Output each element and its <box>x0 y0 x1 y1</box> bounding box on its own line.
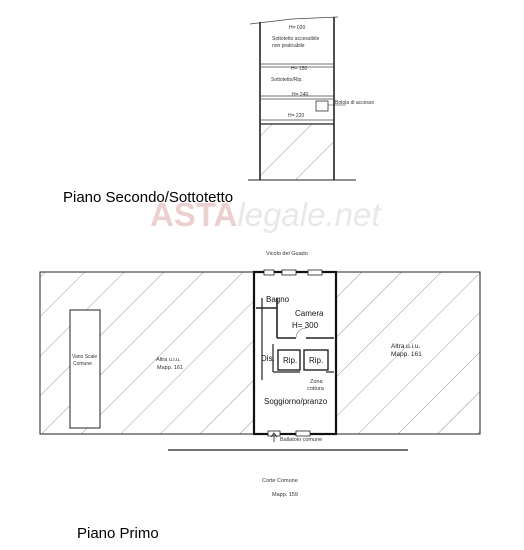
h020-label: H= 020 <box>289 25 306 31</box>
bagno-label: Bagno <box>266 295 290 304</box>
ballatoio-label: Ballatoio comune <box>280 437 323 443</box>
botola-label: Botola di accesso <box>335 100 375 106</box>
rip2-label: Rip. <box>309 356 324 365</box>
h240-label: H= 240 <box>292 92 309 98</box>
soggiorno-label: Soggiorno/pranzo <box>264 397 328 406</box>
mapp159-label: Mapp. 159 <box>272 492 298 498</box>
botola-hatch-symbol <box>316 101 328 111</box>
watermark-bold: ASTA <box>150 196 238 233</box>
h220-label: H= 220 <box>288 113 305 119</box>
camera-height-label: H= 300 <box>292 321 319 330</box>
upper-hatched-area <box>260 124 334 180</box>
watermark-logo <box>150 196 381 234</box>
lower-plan <box>40 251 480 498</box>
altra-left-label-1: Altra u.i.u. <box>156 357 181 363</box>
stairwell-box <box>70 310 100 428</box>
h150-label: H= 150 <box>291 66 308 72</box>
street-label: Vicolo del Guado <box>266 251 308 257</box>
vano-scale-label-2: Comune <box>73 361 92 367</box>
sottotetto-rip-label: Sottotetto/Rip. <box>271 77 303 83</box>
altra-right-label-1: Altra u.i.u. <box>391 343 421 350</box>
roof-line <box>250 17 338 24</box>
lower-floor-title: Piano Primo <box>77 525 159 542</box>
upper-floor-title: Piano Secondo/Sottotetto <box>63 189 234 206</box>
sottotetto-label-1: Sottotetto accessibile <box>272 36 320 42</box>
altra-right-label-2: Mapp. 161 <box>391 351 422 358</box>
watermark-rest: legale.net <box>237 196 381 233</box>
altra-left-label-2: Mapp. 161 <box>157 365 183 371</box>
dis-label: Dis. <box>261 354 275 363</box>
vano-scale-label-1: Vano Scale <box>72 354 98 360</box>
zona-cottura-label-2: cottura <box>307 386 324 392</box>
rip1-label: Rip. <box>283 356 298 365</box>
sottotetto-label-2: non praticabile <box>272 43 305 49</box>
corte-label: Corte Comune <box>262 478 298 484</box>
camera-label: Camera <box>295 309 324 318</box>
zona-cottura-label-1: Zona <box>310 379 323 385</box>
upper-plan <box>248 17 374 180</box>
